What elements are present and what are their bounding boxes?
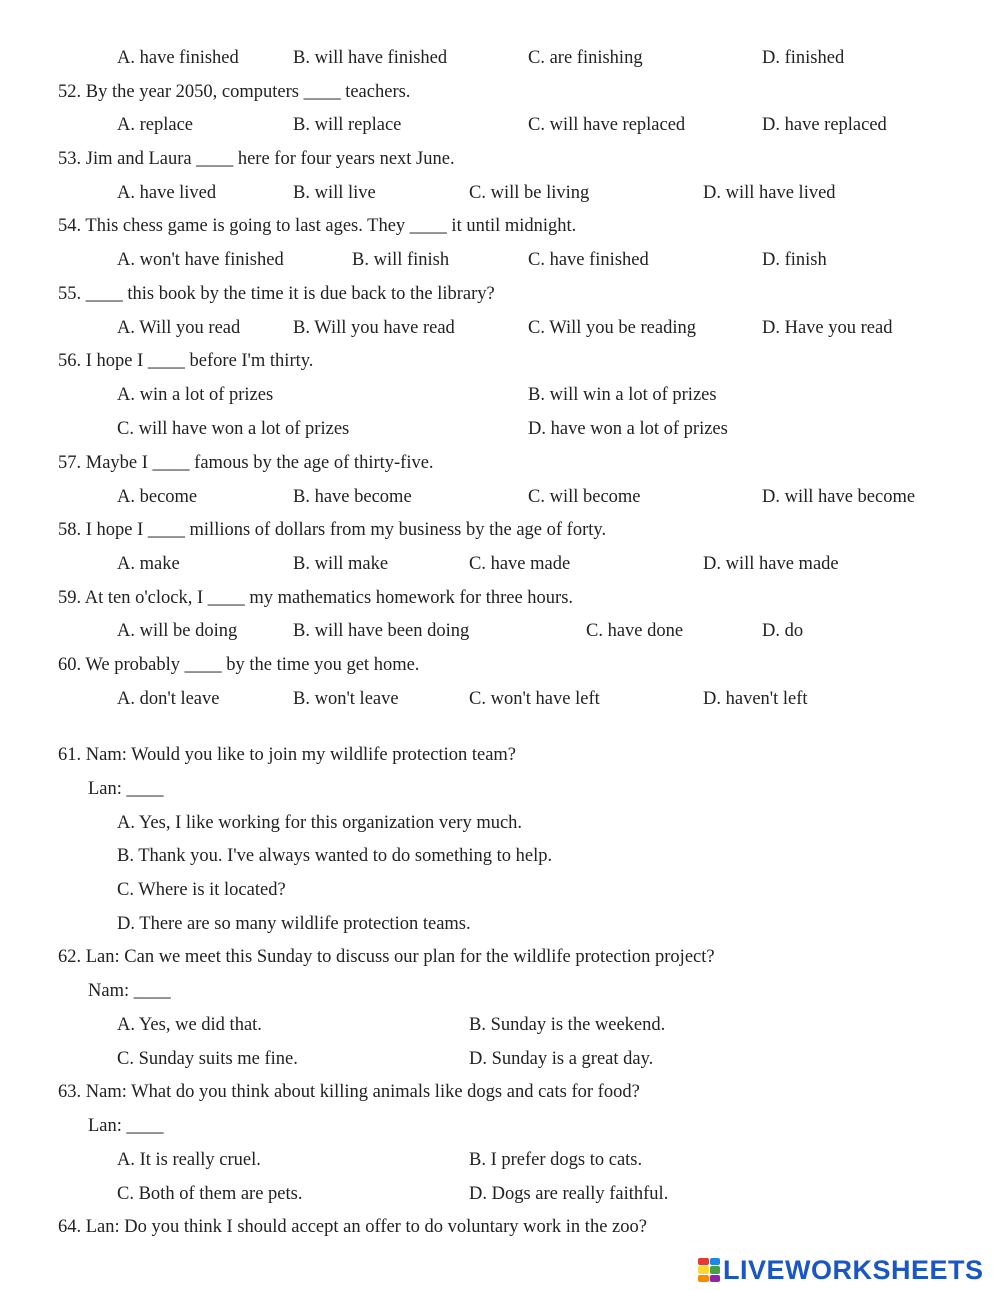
q58-option-a: A. make bbox=[117, 554, 180, 574]
q55-stem: 55. ____ this book by the time it is due back to the library? bbox=[58, 284, 495, 304]
q61-option-d: D. There are so many wildlife protection teams. bbox=[117, 914, 471, 934]
q61-reply: Lan: ____ bbox=[88, 779, 164, 799]
q62-option-d: D. Sunday is a great day. bbox=[469, 1049, 654, 1069]
q58-option-c: C. have made bbox=[469, 554, 571, 574]
q60-option-a: A. don't leave bbox=[117, 689, 220, 709]
q59-stem: 59. At ten o'clock, I ____ my mathematics homework for three hours. bbox=[58, 588, 574, 608]
q57-option-a: A. become bbox=[117, 487, 198, 507]
q51-option-d: D. finished bbox=[762, 48, 845, 68]
logo-text: LIVEWORKSHEETS bbox=[723, 1255, 984, 1285]
q51-option-c: C. are finishing bbox=[528, 48, 643, 68]
q52-option-b: B. will replace bbox=[293, 115, 402, 135]
q60-stem: 60. We probably ____ by the time you get home. bbox=[58, 655, 420, 675]
q63-option-c: C. Both of them are pets. bbox=[117, 1184, 303, 1204]
q63-option-d: D. Dogs are really faithful. bbox=[469, 1184, 669, 1204]
q62-option-a: A. Yes, we did that. bbox=[117, 1015, 262, 1035]
q60-option-b: B. won't leave bbox=[293, 689, 399, 709]
q53-stem: 53. Jim and Laura ____ here for four years next June. bbox=[58, 149, 455, 169]
q58-stem: 58. I hope I ____ millions of dollars from my business by the age of forty. bbox=[58, 520, 607, 540]
q52-option-d: D. have replaced bbox=[762, 115, 887, 135]
q58-option-b: B. will make bbox=[293, 554, 389, 574]
q62-option-b: B. Sunday is the weekend. bbox=[469, 1015, 666, 1035]
q59-option-a: A. will be doing bbox=[117, 621, 238, 641]
q52-stem: 52. By the year 2050, computers ____ teachers. bbox=[58, 82, 411, 102]
q57-stem: 57. Maybe I ____ famous by the age of thirty-five. bbox=[58, 453, 434, 473]
q54-option-a: A. won't have finished bbox=[117, 250, 284, 270]
q63-option-b: B. I prefer dogs to cats. bbox=[469, 1150, 643, 1170]
q60-option-d: D. haven't left bbox=[703, 689, 808, 709]
q52-option-c: C. will have replaced bbox=[528, 115, 686, 135]
q54-option-b: B. will finish bbox=[352, 250, 450, 270]
q64-stem: 64. Lan: Do you think I should accept an offer to do voluntary work in the zoo? bbox=[58, 1217, 647, 1237]
q63-reply: Lan: ____ bbox=[88, 1116, 164, 1136]
q58-option-d: D. will have made bbox=[703, 554, 839, 574]
q55-option-c: C. Will you be reading bbox=[528, 318, 696, 338]
q56-stem: 56. I hope I ____ before I'm thirty. bbox=[58, 351, 314, 371]
q62-reply: Nam: ____ bbox=[88, 981, 171, 1001]
q57-option-d: D. will have become bbox=[762, 487, 916, 507]
q57-option-c: C. will become bbox=[528, 487, 641, 507]
q51-option-a: A. have finished bbox=[117, 48, 239, 68]
q53-option-c: C. will be living bbox=[469, 183, 590, 203]
q55-option-d: D. Have you read bbox=[762, 318, 893, 338]
q59-option-c: C. have done bbox=[586, 621, 684, 641]
q61-option-c: C. Where is it located? bbox=[117, 880, 286, 900]
liveworksheets-logo[interactable] bbox=[698, 1256, 984, 1284]
q54-option-d: D. finish bbox=[762, 250, 827, 270]
q56-option-b: B. will win a lot of prizes bbox=[528, 385, 717, 405]
q54-stem: 54. This chess game is going to last ages. They ____ it until midnight. bbox=[58, 216, 577, 236]
q54-option-c: C. have finished bbox=[528, 250, 649, 270]
q61-stem: 61. Nam: Would you like to join my wildlife protection team? bbox=[58, 745, 517, 765]
q56-option-d: D. have won a lot of prizes bbox=[528, 419, 728, 439]
q52-option-a: A. replace bbox=[117, 115, 194, 135]
q55-option-b: B. Will you have read bbox=[293, 318, 455, 338]
q61-option-a: A. Yes, I like working for this organization very much. bbox=[117, 813, 523, 833]
q51-option-b: B. will have finished bbox=[293, 48, 448, 68]
q60-option-c: C. won't have left bbox=[469, 689, 600, 709]
logo-blocks-icon bbox=[698, 1258, 720, 1282]
q53-option-a: A. have lived bbox=[117, 183, 217, 203]
q62-option-c: C. Sunday suits me fine. bbox=[117, 1049, 298, 1069]
q56-option-c: C. will have won a lot of prizes bbox=[117, 419, 350, 439]
q59-option-d: D. do bbox=[762, 621, 804, 641]
q59-option-b: B. will have been doing bbox=[293, 621, 470, 641]
q61-option-b: B. Thank you. I've always wanted to do something to help. bbox=[117, 846, 553, 866]
q53-option-b: B. will live bbox=[293, 183, 376, 203]
q57-option-b: B. have become bbox=[293, 487, 412, 507]
q63-option-a: A. It is really cruel. bbox=[117, 1150, 261, 1170]
q55-option-a: A. Will you read bbox=[117, 318, 241, 338]
q62-stem: 62. Lan: Can we meet this Sunday to discuss our plan for the wildlife protection project? bbox=[58, 947, 715, 967]
q63-stem: 63. Nam: What do you think about killing animals like dogs and cats for food? bbox=[58, 1082, 640, 1102]
q53-option-d: D. will have lived bbox=[703, 183, 836, 203]
q56-option-a: A. win a lot of prizes bbox=[117, 385, 274, 405]
